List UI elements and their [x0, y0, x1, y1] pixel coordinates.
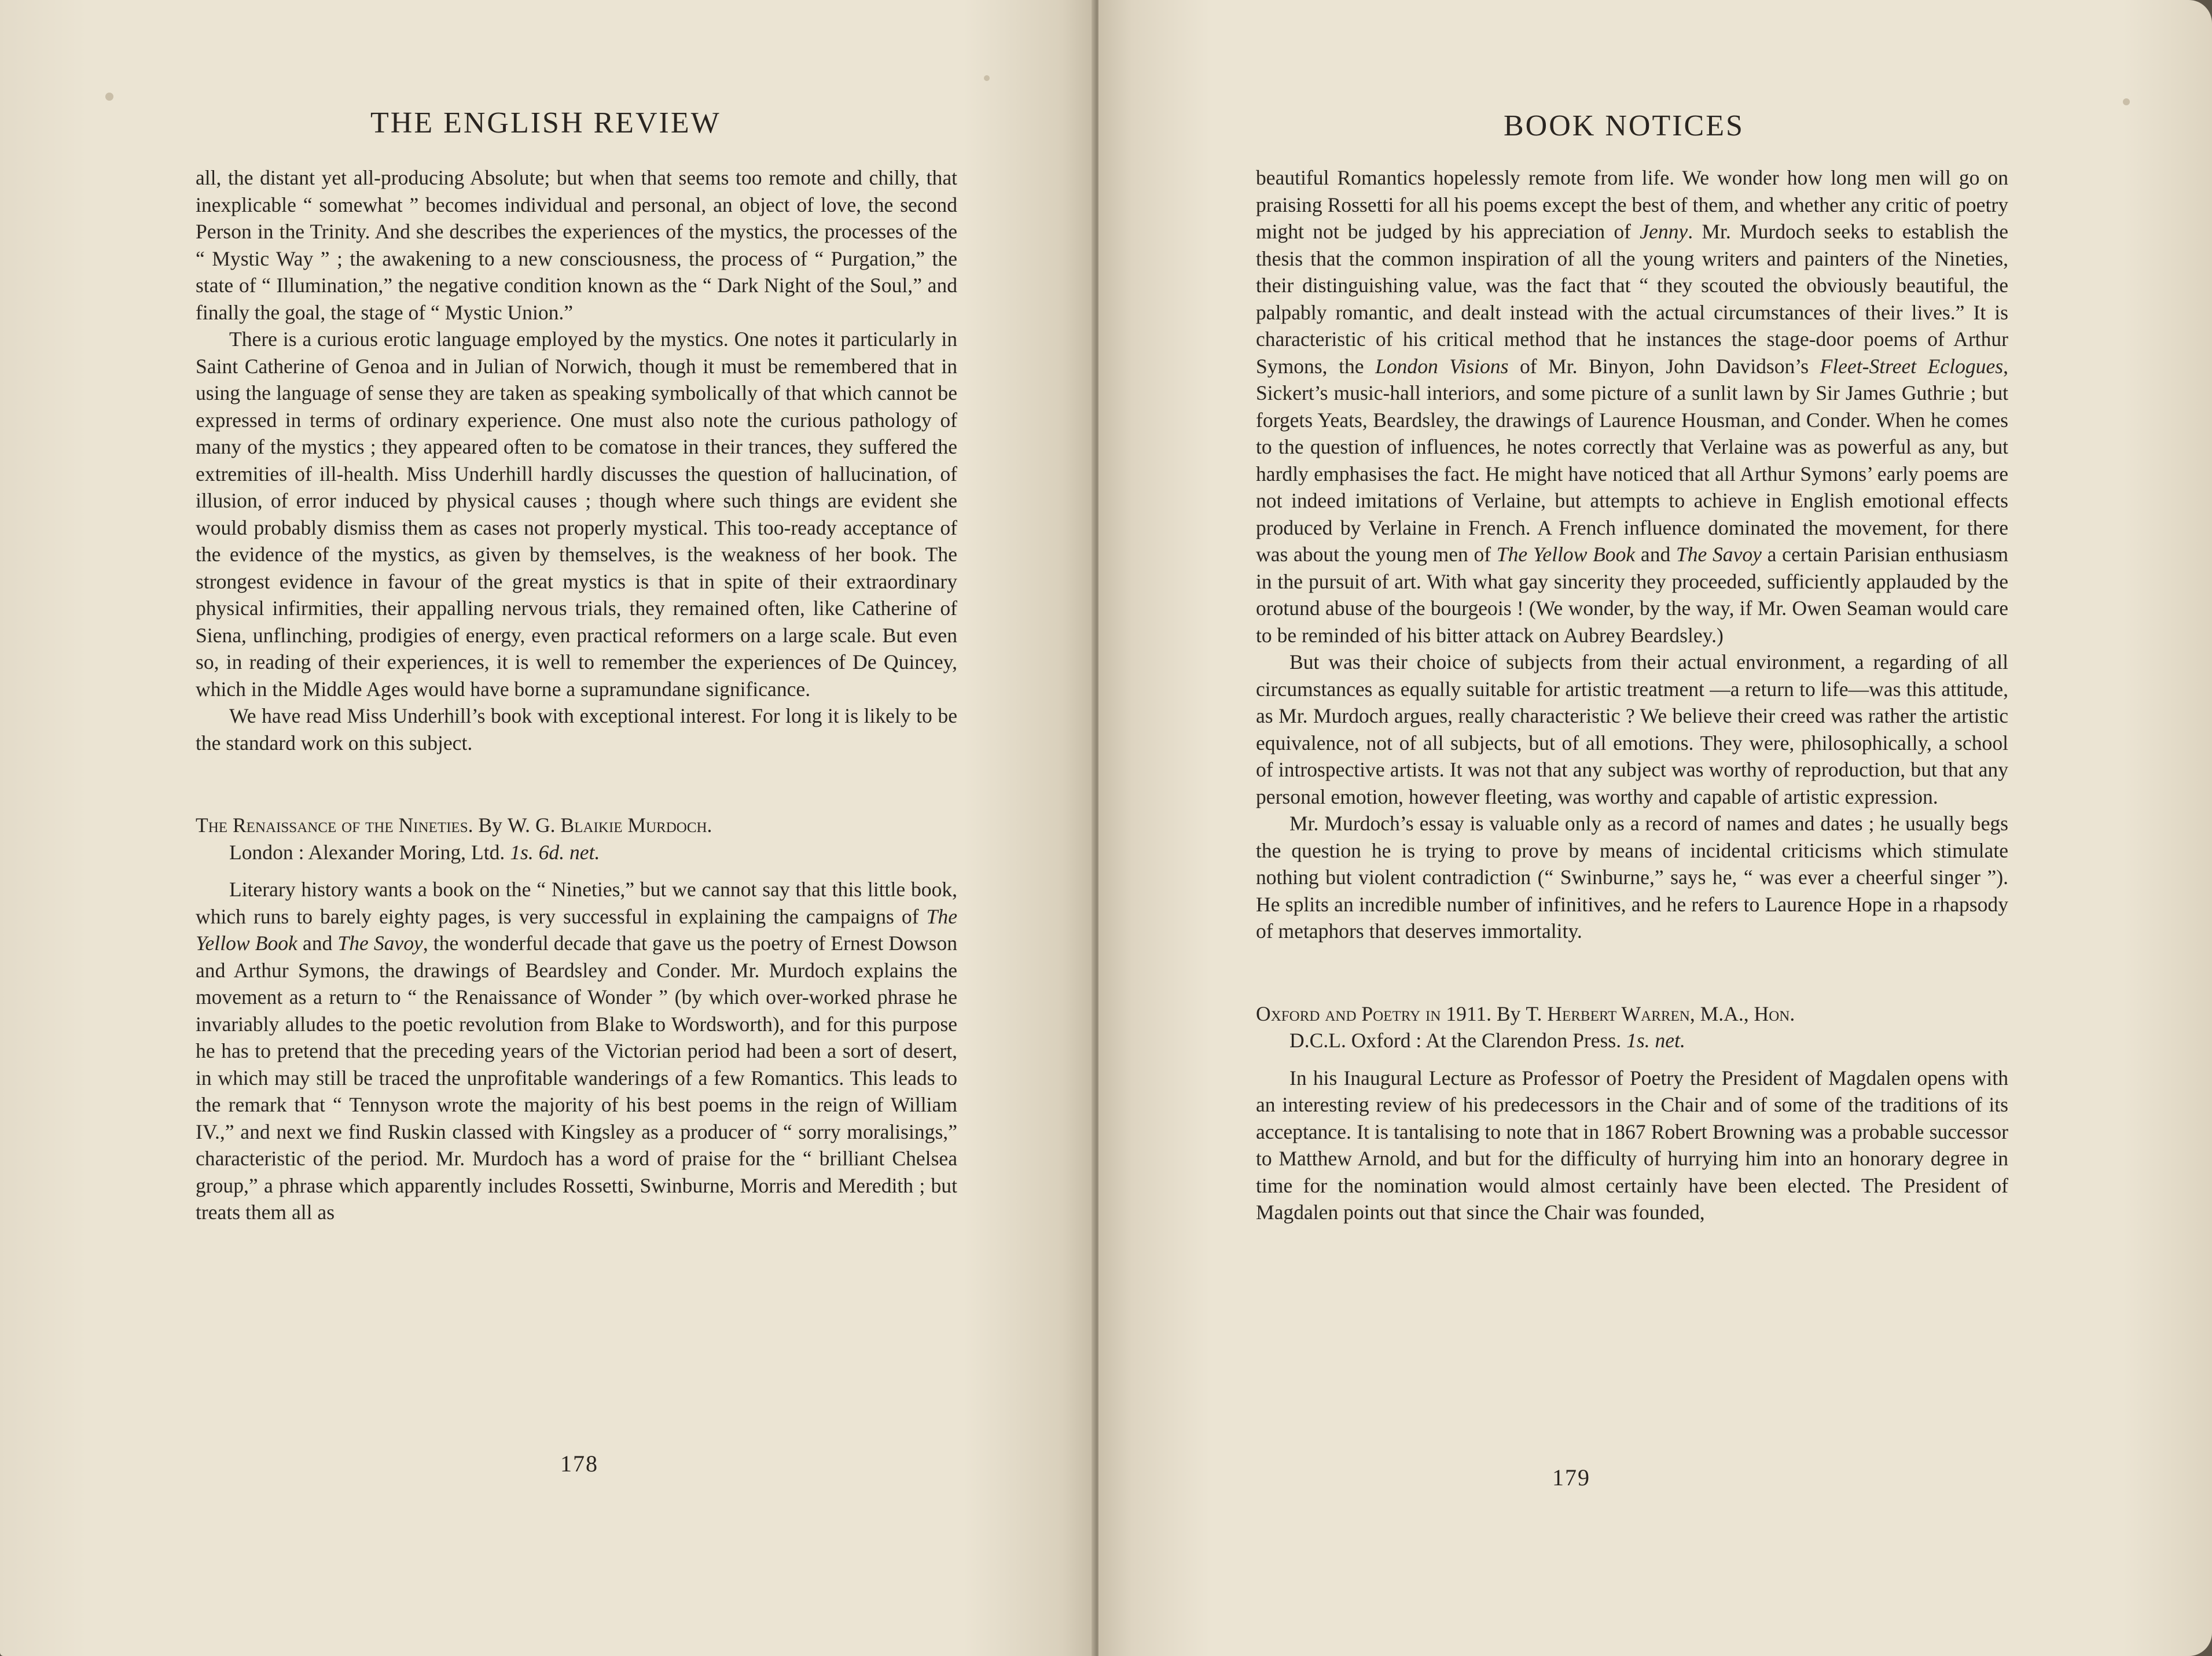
- left-page: [0, 0, 1095, 1656]
- paragraph: In his Inaugural Lecture as Professor of Poetry the President of Magdalen opens with an interesting review of his predecessors in the Chair and of some of the traditions of its acceptance. It is tantalising to note that in 1867 Robert Browning was a probable successor to Matthew Arnold, and but for the difficulty of hurrying him into an honorary degree in time for the nomination would almost certainly have been elected. The President of Magdalen points out that since the Chair was founded,: [1256, 1066, 2008, 1224]
- italic-title: Fleet-Street Eclogues: [1820, 354, 2004, 378]
- book-price: 1s. net.: [1626, 1029, 1685, 1052]
- italic-title: The Yellow Book: [196, 904, 957, 955]
- italic-title: The Savoy: [337, 932, 423, 955]
- page-number: 178: [560, 1451, 598, 1477]
- book-author: T. Herbert Warren, M.A., Hon.: [1526, 1002, 1795, 1025]
- paragraph: beautiful Romantics hopelessly remote from life. We wonder how long men will go on praising Rossetti for all his poems except the best of them, and whether any critic of poetry might not be judged by his appreciation of Jenny. Mr. Murdoch seeks to establish the thesis that the common inspiration of all the young writers and painters of the Nineties, their distinguishing value, was the fact that “ they scouted the obviously beautiful, the palpably romantic, and dealt instead with the actual circumstances of their lives.” It is characteristic of his critical method that he instances the stage-door poems of Arthur Symons, the London Visions of Mr. Binyon, John Davidson’s Fleet-Street Eclogues, Sickert’s music-hall interiors, and some picture of a sunlit lawn by Sir James Guthrie ; but forgets Yeats, Beardsley, the drawings of Laurence Housman, and Conder. When he comes to the question of influences, he notes correctly that Verlaine was as powerful as any, but hardly emphasises the fact. He might have noticed that all Arthur Symons’ early poems are not indeed imitations of Verlaine, but attempts to achieve in English emotional effects produced by Verlaine in French. A French influence dominated the movement, for there was about the young men of The Yellow Book and The Savoy a certain Parisian enthusiasm in the pursuit of art. With what gay sincerity they proceeded, sufficiently applauded by the orotund abuse of the bourgeois ! (We wonder, by the way, if Mr. Owen Seaman would care to be reminded of his bitter attack on Aubrey Beardsley.): [1256, 166, 2008, 647]
- italic-title: London Visions: [1375, 354, 1509, 378]
- book-publisher: London : Alexander Moring, Ltd.: [229, 840, 505, 864]
- paragraph: Literary history wants a book on the “ Nineties,” but we cannot say that this little book, which runs to barely eighty pages, is very successful in explaining the campaigns of The Yellow Book and The Savoy, the wonderful decade that gave us the poetry of Ernest Dowson and Arthur Symons, the drawings of Beardsley and Conder. Mr. Murdoch explains the movement as a return to “ the Renaissance of Wonder ” (by which over-worked phrase he invariably alludes to the poetic revolution from Blake to Wordsworth), and for this purpose he has to pretend that the preceding years of the Victorian period had been a sort of desert, in which may still be traced the unprofitable wanderings of a few Romantics. This leads to the remark that “ Tennyson wrote the majority of his best poems in the reign of William IV.,” and next we find Ruskin classed with Kingsley as a producer of “ sorry moralisings,” characteristic of the period. Mr. Murdoch has a word of praise for the “ brilliant Chelsea group,” a phrase which apparently includes Rossetti, Swinburne, Morris and Meredith ; but treats them all as: [196, 878, 957, 1224]
- book-notice-heading: The Renaissance of the Nineties. By W. G. Blaikie Murdoch. London : Alexander Moring, Ltd. 1s. 6d. net.: [196, 814, 712, 864]
- paragraph: We have read Miss Underhill’s book with exceptional interest. For long it is likely to be the standard work on this subject.: [196, 704, 957, 755]
- foxing-spot: [105, 93, 113, 101]
- book-title: The Renaissance of the Nineties.: [196, 814, 473, 837]
- book-publisher: D.C.L. Oxford : At the Clarendon Press.: [1289, 1029, 1622, 1052]
- book-notice-heading: Oxford and Poetry in 1911. By T. Herbert Warren, M.A., Hon. D.C.L. Oxford : At the Clarendon Press. 1s. net.: [1256, 1002, 1795, 1052]
- paragraph: But was their choice of subjects from their actual environment, a regarding of all circumstances as equally suitable for artistic treatment —a return to life—was this attitude, as Mr. Murdoch argues, really characteristic ? We believe their creed was rather the artistic equivalence, not of all subjects, but of all emotions. They were, philosophically, a school of introspective artists. It was not that any subject was worthy of reproduction, but that any personal emotion, however fleeting, was worthy and capable of artistic expression.: [1256, 650, 2008, 808]
- foxing-spot: [2123, 98, 2130, 105]
- paragraph: There is a curious erotic language employed by the mystics. One notes it particularly in Saint Catherine of Genoa and in Julian of Norwich, though it must be remembered that in using the language of sense they are taken as speaking symbolically of that which cannot be expressed in terms of ordinary experience. One must also note the curious pathology of many of the mystics ; they appeared often to be comatose in their trances, they suffered the extremities of ill-health. Miss Underhill hardly discusses the question of hallucination, of illusion, of error induced by physical causes ; though where such things are evident she would probably dismiss them as cases not properly mystical. This too-ready acceptance of the evidence of the mystics, as given by themselves, is the weakness of her book. The strongest evidence in favour of the great mystics is that in spite of their extraordinary physical infirmities, their appalling nervous trials, they remained often, like Catherine of Siena, unflinching, prodigies of energy, even practical reformers on a large scale. But even so, in reading of their experiences, it is well to remember the experiences of De Quincey, which in the Middle Ages would have borne a supramundane significance.: [196, 327, 957, 701]
- paragraph: Mr. Murdoch’s essay is valuable only as a record of names and dates ; he usually begs the question he is trying to prove by means of incidental criticisms which stimulate nothing but violent contradiction (“ Swinburne,” says he, “ was ever a cheerful singer ”). He splits an incredible number of infinitives, and he refers to Laurence Hope in a rhapsody of metaphors that deserves immortality.: [1256, 812, 2008, 943]
- right-page: [1098, 0, 2212, 1656]
- italic-title: Jenny: [1640, 220, 1688, 243]
- italic-title: The Savoy: [1675, 543, 1762, 566]
- paragraph: all, the distant yet all-producing Absolute; but when that seems too remote and chilly, that inexplicable “ somewhat ” becomes individual and personal, an object of love, the second Person in the Trinity. And she describes the experiences of the mystics, the processes of the “ Mystic Way ” ; the awakening to a new consciousness, the process of “ Purgation,” the state of “ Illumination,” the negative condition known as the “ Dark Night of the Soul,” and finally the goal, the stage of “ Mystic Union.”: [196, 166, 957, 324]
- running-head: THE ENGLISH REVIEW: [370, 106, 721, 139]
- book-price: 1s. 6d. net.: [510, 840, 600, 864]
- text-column: [196, 164, 957, 1226]
- text-column: [1256, 164, 2008, 1226]
- page-number: 179: [1552, 1464, 1590, 1491]
- running-head: BOOK NOTICES: [1504, 109, 1744, 142]
- book-author: W. G. Blaikie Murdoch.: [507, 814, 712, 837]
- foxing-spot: [984, 75, 990, 81]
- italic-title: The Yellow Book: [1496, 543, 1636, 566]
- book-title: Oxford and Poetry in 1911.: [1256, 1002, 1492, 1025]
